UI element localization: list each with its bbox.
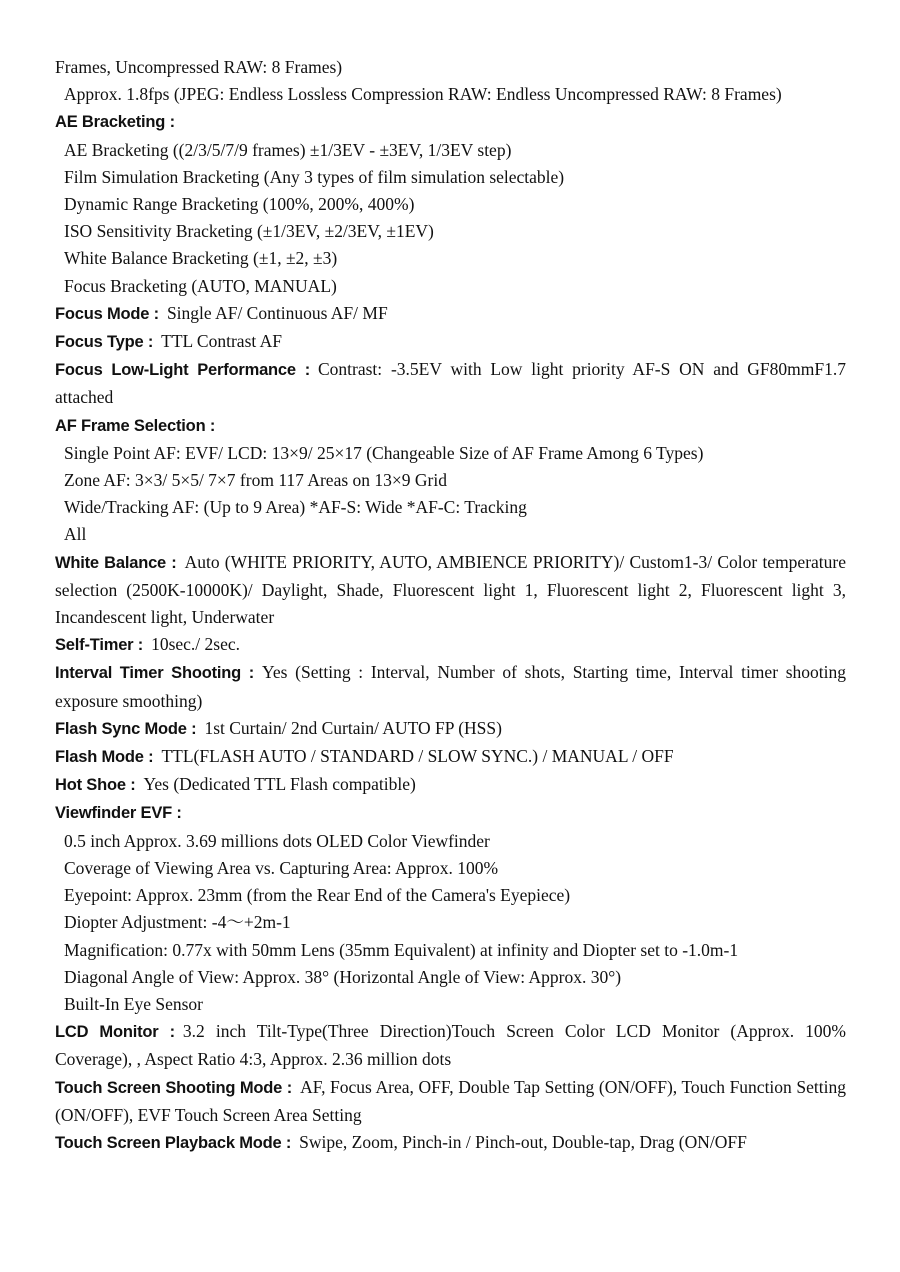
spec-label: Flash Mode (55, 748, 144, 767)
spec-section-heading (55, 108, 846, 136)
spec-colon: : (209, 416, 216, 435)
spec-colon: : (285, 1133, 292, 1152)
spec-text-line: Diopter Adjustment: -4〜+2m-1 (64, 912, 291, 933)
spec-text-line: Diagonal Angle of View: Approx. 38° (Horizontal Angle of View: Approx. 30°) (64, 966, 622, 987)
spec-label: Touch Screen Playback Mode (55, 1133, 282, 1152)
spec-colon: : (148, 748, 154, 767)
spec-text-line: Single Point AF: EVF/ LCD: 13×9/ 25×17 (Changeable Size of AF Frame Among 6 Types) (64, 442, 704, 463)
spec-colon: : (286, 1078, 293, 1097)
spec-text-line: Eyepoint: Approx. 23mm (from the Rear End of the Camera's Eyepiece) (64, 885, 571, 906)
spec-label: Viewfinder EVF (55, 804, 173, 823)
spec-label: Interval Timer Shooting (55, 664, 242, 683)
spec-label: Focus Type (55, 333, 144, 352)
spec-colon: : (169, 113, 175, 132)
spec-colon: : (304, 361, 310, 380)
spec-label: White Balance (55, 553, 167, 572)
spec-document (55, 54, 846, 1157)
spec-value: 1st Curtain/ 2nd Curtain/ AUTO FP (HSS) (204, 717, 502, 738)
spec-value: Contrast: -3.5EV with Low light priority AF-S ON and GF80mmF1.7 attached (55, 359, 847, 408)
spec-text-line: Film Simulation Bracketing (Any 3 types of film simulation selectable) (64, 166, 565, 187)
spec-label: Touch Screen Shooting Mode (55, 1078, 283, 1097)
spec-label: LCD Monitor (55, 1023, 159, 1042)
spec-text-line: All (64, 524, 87, 545)
spec-value: Swipe, Zoom, Pinch-in / Pinch-out, Double-tap, Drag (ON/OFF (299, 1131, 747, 1152)
spec-text-line: Frames, Uncompressed RAW: 8 Frames) (55, 57, 343, 77)
spec-label: Focus Mode (55, 304, 150, 323)
spec-text-line: Coverage of Viewing Area vs. Capturing Area: Approx. 100% (64, 857, 499, 878)
spec-entry (55, 328, 846, 356)
spec-colon: : (171, 553, 177, 572)
spec-label: Self-Timer (55, 636, 134, 655)
spec-label: Focus Low-Light Performance (55, 361, 296, 380)
spec-value: TTL Contrast AF (161, 331, 283, 352)
spec-colon: : (147, 333, 154, 352)
spec-entry (55, 300, 846, 328)
spec-value: Single AF/ Continuous AF/ MF (166, 302, 388, 323)
spec-entry (55, 1018, 846, 1073)
spec-entry (55, 1074, 846, 1129)
spec-text-line: ISO Sensitivity Bracketing (±1/3EV, ±2/3EV, ±1EV) (64, 221, 434, 242)
spec-label: AE Bracketing (55, 113, 166, 132)
spec-value: Yes (Setting : Interval, Number of shots, Starting time, Interval timer shooting exposure smoothing) (55, 662, 846, 711)
spec-text-line: Magnification: 0.77x with 50mm Lens (35mm Equivalent) at infinity and Diopter set to -1.0m-1 (64, 939, 739, 960)
spec-value: AF, Focus Area, OFF, Double Tap Setting (ON/OFF), Touch Function Setting (ON/OFF), EVF Touch Screen Area Setting (55, 1076, 846, 1125)
spec-entry (55, 356, 846, 411)
spec-value: TTL(FLASH AUTO / STANDARD / SLOW SYNC.) / MANUAL / OFF (161, 746, 674, 767)
spec-text-line: Approx. 1.8fps (JPEG: Endless Lossless Compression RAW: Endless Uncompressed RAW: 8 Frames) (64, 84, 782, 105)
spec-colon: : (169, 1023, 175, 1042)
spec-colon: : (248, 664, 255, 683)
spec-colon: : (137, 636, 144, 655)
spec-value: 10sec./ 2sec. (151, 634, 240, 655)
spec-entry (55, 743, 846, 771)
spec-entry (55, 659, 846, 714)
spec-entry (55, 715, 846, 743)
spec-colon: : (176, 804, 182, 823)
spec-entry (55, 549, 846, 632)
spec-colon: : (191, 719, 197, 738)
spec-value: Yes (Dedicated TTL Flash compatible) (143, 774, 416, 795)
spec-colon: : (153, 304, 159, 323)
spec-text-line: White Balance Bracketing (±1, ±2, ±3) (64, 248, 338, 269)
spec-label: Flash Sync Mode (55, 719, 187, 738)
spec-text-line: Wide/Tracking AF: (Up to 9 Area) *AF-S: Wide *AF-C: Tracking (64, 497, 527, 518)
spec-label: Hot Shoe (55, 776, 126, 795)
spec-text-line: Zone AF: 3×3/ 5×5/ 7×7 from 117 Areas on 13×9 Grid (64, 470, 447, 491)
spec-text-line: Focus Bracketing (AUTO, MANUAL) (64, 275, 337, 296)
spec-value: 3.2 inch Tilt-Type(Three Direction)Touch Screen Color LCD Monitor (Approx. 100% Coverage), , Aspect Ratio 4:3, Approx. 2.36 million dots (55, 1021, 846, 1070)
spec-entry (55, 1129, 846, 1157)
spec-text-line: Dynamic Range Bracketing (100%, 200%, 400%) (64, 194, 415, 215)
spec-value: Auto (WHITE PRIORITY, AUTO, AMBIENCE PRIORITY)/ Custom1-3/ Color temperature selection (2500K-10000K)/ Daylight, Shade, Fluorescent light 1, Fluorescent light 2, Fluorescent light 3, Incandescent light, Underwater (55, 551, 846, 628)
spec-text-line: 0.5 inch Approx. 3.69 millions dots OLED Color Viewfinder (64, 830, 490, 851)
spec-entry (55, 631, 846, 659)
spec-colon: : (130, 776, 136, 795)
spec-section-heading (55, 412, 846, 440)
spec-text-line: Built-In Eye Sensor (64, 993, 204, 1014)
spec-entry (55, 771, 846, 799)
spec-section-heading (55, 799, 846, 827)
spec-text-line: AE Bracketing ((2/3/5/7/9 frames) ±1/3EV - ±3EV, 1/3EV step) (64, 139, 512, 160)
spec-label: AF Frame Selection (55, 416, 206, 435)
